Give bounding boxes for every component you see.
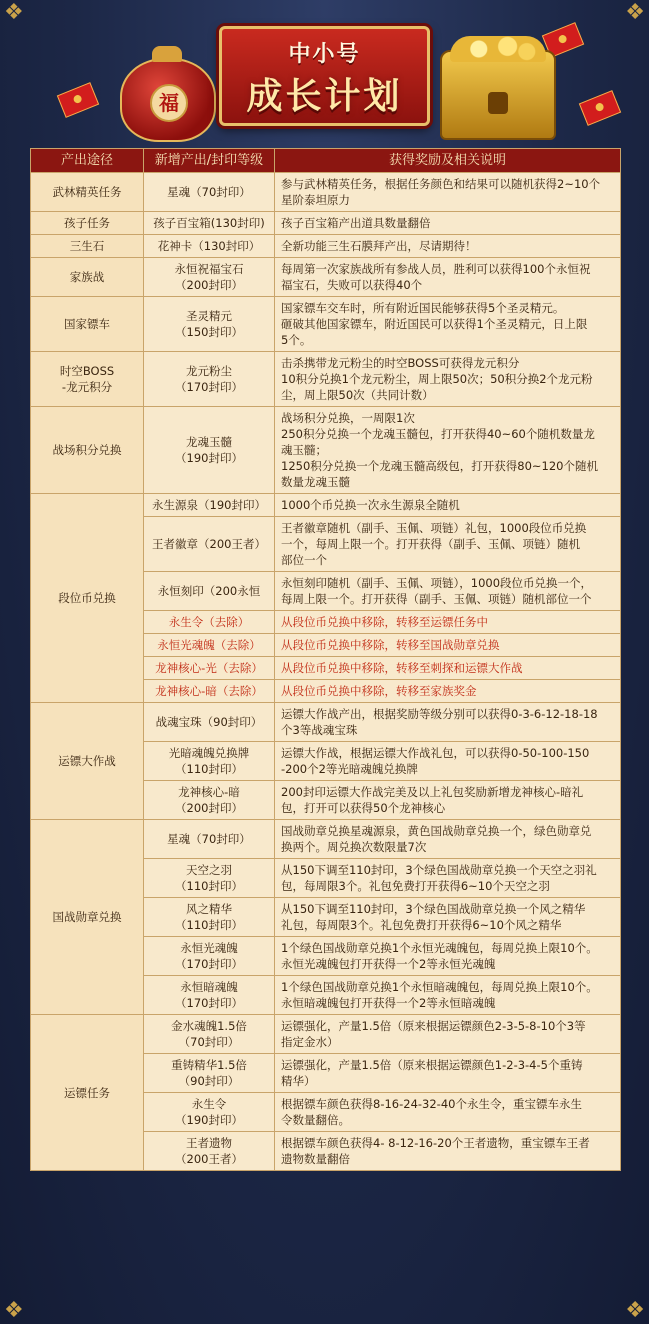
source-cell — [31, 1015, 144, 1171]
description-cell — [275, 680, 621, 703]
source-cell — [31, 173, 144, 212]
item-cell — [144, 820, 275, 859]
description-cell — [275, 703, 621, 742]
cell-text: 武林精英任务 — [52, 185, 122, 199]
cell-text: （110封印） — [175, 762, 243, 776]
table-row — [31, 352, 621, 407]
cell-text: （150封印） — [175, 325, 243, 339]
source-cell — [31, 235, 144, 258]
item-cell — [144, 937, 275, 976]
item-cell — [144, 572, 275, 611]
corner-ornament-icon: ❖ — [4, 0, 24, 25]
cell-text: 5个。 — [281, 333, 312, 347]
cell-text: 1250积分兑换一个龙魂玉髓高级包，打开获得80~120个随机 — [281, 459, 598, 473]
cell-text: 击杀携带龙元粉尘的时空BOSS可获得龙元积分 — [281, 356, 520, 370]
description-cell — [275, 258, 621, 297]
item-cell — [144, 1054, 275, 1093]
cell-text: 数量龙魂玉髓 — [281, 475, 350, 489]
item-cell — [144, 859, 275, 898]
table-row — [31, 297, 621, 352]
description-cell — [275, 212, 621, 235]
source-cell — [31, 407, 144, 494]
cell-text: （190封印） — [175, 1113, 243, 1127]
cell-text: （90封印） — [178, 1074, 240, 1088]
cell-text: 根据镖车颜色获得4- 8-12-16-20个王者遗物，重宝镖车王者 — [281, 1136, 590, 1150]
cell-text: 根据镖车颜色获得8-16-24-32-40个永生令，重宝镖车永生 — [281, 1097, 582, 1111]
cell-text: 指定金水） — [281, 1035, 339, 1049]
item-cell — [144, 657, 275, 680]
item-cell — [144, 1132, 275, 1171]
description-cell — [275, 611, 621, 634]
cell-text: 部位一个 — [281, 553, 327, 567]
table-row — [31, 494, 621, 517]
cell-text: 1000个币兑换一次永生源泉全随机 — [281, 498, 460, 512]
cell-text: 参与武林精英任务，根据任务颜色和结果可以随机获得2~10个 — [281, 177, 601, 191]
cell-text: 永恒刻印（200永恒 — [157, 584, 261, 598]
cell-text: 换两个。周兑换次数限量7次 — [281, 840, 427, 854]
item-cell — [144, 976, 275, 1015]
item-cell — [144, 352, 275, 407]
cell-text: （170封印） — [175, 957, 243, 971]
banner-title: 成长计划 — [246, 76, 403, 117]
description-cell — [275, 173, 621, 212]
cell-text: （110封印） — [175, 879, 243, 893]
cell-text: 永恒光魂魄（去除） — [157, 638, 261, 652]
cell-text: 国战勋章兑换 — [52, 910, 122, 924]
item-cell — [144, 297, 275, 352]
cell-text: 战场积分兑换 — [52, 443, 122, 457]
bag-knot — [152, 46, 182, 62]
cell-text: 尘，周上限50次（共同计数） — [281, 388, 434, 402]
cell-text: 10积分兑换1个龙元粉尘，周上限50次；50积分换2个龙元粉 — [281, 372, 593, 386]
title-banner — [219, 26, 430, 126]
cell-text: 龙神核心-光（去除） — [155, 661, 263, 675]
item-cell — [144, 680, 275, 703]
table-row — [31, 212, 621, 235]
item-cell — [144, 611, 275, 634]
cell-text: （200王者） — [175, 1152, 243, 1166]
cell-text: 王者徽章（200王者） — [152, 537, 266, 551]
red-envelope-icon — [57, 82, 99, 118]
cell-text: -200个2等光暗魂魄兑换牌 — [281, 762, 418, 776]
description-cell — [275, 742, 621, 781]
cell-text: 孩子任务 — [64, 216, 110, 230]
cell-text: 从150下调至110封印，3个绿色国战勋章兑换一个风之精华 — [281, 902, 586, 916]
cell-text: 包，打开可以获得50个龙神核心 — [281, 801, 446, 815]
description-cell — [275, 1054, 621, 1093]
cell-text: 龙神核心-暗 — [178, 785, 240, 799]
cell-text: 永恒暗魂魄包打开获得一个2等永恒暗魂魄 — [281, 996, 496, 1010]
treasure-chest-icon — [440, 50, 556, 140]
cell-text: 运镖大作战 — [58, 754, 116, 768]
cell-text: 魂玉髓； — [281, 443, 327, 457]
cell-text: 从150下调至110封印，3个绿色国战勋章兑换一个天空之羽礼 — [281, 863, 597, 877]
gold-ingots — [450, 36, 546, 62]
table-row — [31, 407, 621, 494]
cell-text: （110封印） — [175, 918, 243, 932]
description-cell — [275, 781, 621, 820]
cell-text: 国战勋章兑换星魂源泉，黄色国战勋章兑换一个，绿色勋章兑 — [281, 824, 592, 838]
cell-text: -龙元积分 — [61, 380, 113, 394]
cell-text: 每周上限一个。打开获得（副手、玉佩、项链）随机部位一个 — [281, 592, 592, 606]
corner-ornament-icon: ❖ — [4, 1298, 24, 1323]
cell-text: 花神卡（130封印） — [157, 239, 261, 253]
description-cell — [275, 352, 621, 407]
cell-text: （190封印） — [175, 451, 243, 465]
source-cell — [31, 820, 144, 1015]
lucky-bag-icon — [120, 58, 216, 142]
cell-text: 龙元粉尘 — [186, 364, 232, 378]
cell-text: 圣灵精元 — [186, 309, 232, 323]
description-cell — [275, 297, 621, 352]
table-row — [31, 1015, 621, 1054]
description-cell — [275, 976, 621, 1015]
cell-text: 从段位币兑换中移除，转移至运镖任务中 — [281, 615, 488, 629]
cell-text: 礼包，每周限3个。礼包免费打开获得6~10个风之精华 — [281, 918, 562, 932]
description-cell — [275, 517, 621, 572]
chest-lock — [488, 92, 508, 114]
description-cell — [275, 898, 621, 937]
cell-text: 永生令（去除） — [168, 615, 250, 629]
description-cell — [275, 937, 621, 976]
description-cell — [275, 1132, 621, 1171]
cell-text: 运镖任务 — [64, 1085, 110, 1100]
item-cell — [144, 407, 275, 494]
cell-text: 风之精华 — [186, 902, 232, 916]
cell-text: （70封印） — [178, 1035, 240, 1049]
description-cell — [275, 657, 621, 680]
item-cell — [144, 1093, 275, 1132]
cell-text: 段位币兑换 — [58, 591, 116, 605]
cell-text: 个3等战魂宝珠 — [281, 723, 358, 737]
cell-text: 运镖大作战，根据运镖大作战礼包，可以获得0-50-100-150 — [281, 746, 590, 760]
cell-text: 天空之羽 — [186, 863, 232, 877]
description-cell — [275, 494, 621, 517]
item-cell — [144, 781, 275, 820]
source-cell — [31, 703, 144, 820]
table-row — [31, 173, 621, 212]
cell-text: 国家镖车交车时，所有附近国民能够获得5个圣灵精元。 — [281, 301, 565, 315]
description-cell — [275, 1015, 621, 1054]
cell-text: 重铸精华1.5倍 — [171, 1058, 247, 1072]
header-source: 产出途径 — [31, 149, 144, 173]
cell-text: （170封印） — [175, 996, 243, 1010]
item-cell — [144, 173, 275, 212]
cell-text: 1个绿色国战勋章兑换1个永恒暗魂魄包，每周兑换上限10个。 — [281, 980, 598, 994]
cell-text: 时空BOSS — [59, 364, 115, 378]
fu-character: 福 — [150, 84, 188, 122]
cell-text: （200封印） — [175, 278, 243, 292]
cell-text: 永恒光魂魄包打开获得一个2等永恒光魂魄 — [281, 957, 496, 971]
cell-text: 孩子百宝箱产出道具数量翻倍 — [281, 216, 431, 230]
table-row — [31, 235, 621, 258]
cell-text: 包，每周限3个。礼包免费打开获得6~10个天空之羽 — [281, 879, 550, 893]
cell-text: 从段位币兑换中移除，转移至国战勋章兑换 — [281, 638, 500, 652]
cell-text: 永恒光魂魄 — [180, 941, 238, 955]
cell-text: 三生石 — [69, 239, 105, 253]
cell-text: 国家镖车 — [64, 317, 110, 331]
cell-text: 永生源泉（190封印） — [152, 498, 266, 512]
corner-ornament-icon: ❖ — [625, 0, 645, 25]
item-cell — [144, 494, 275, 517]
cell-text: 全新功能三生石膜拜产出，尽请期待！ — [281, 239, 477, 253]
cell-text: 从段位币兑换中移除，转移至家族奖金 — [281, 684, 477, 698]
description-cell — [275, 634, 621, 657]
cell-text: 永恒暗魂魄 — [180, 980, 238, 994]
cell-text: 龙魂玉髓 — [186, 435, 232, 449]
cell-text: 遗物数量翻倍 — [281, 1152, 350, 1166]
description-cell — [275, 1093, 621, 1132]
item-cell — [144, 235, 275, 258]
item-cell — [144, 1015, 275, 1054]
source-cell — [31, 258, 144, 297]
item-cell — [144, 703, 275, 742]
cell-text: 星魂（70封印） — [167, 185, 251, 199]
corner-ornament-icon: ❖ — [625, 1298, 645, 1323]
table-row — [31, 820, 621, 859]
cell-text: 精华） — [281, 1074, 316, 1088]
description-cell — [275, 820, 621, 859]
cell-text: 王者遗物 — [186, 1136, 232, 1150]
cell-text: 200封印运镖大作战完美及以上礼包奖励新增龙神核心-暗礼 — [281, 785, 584, 799]
cell-text: 战魂宝珠（90封印） — [155, 715, 263, 729]
rewards-table — [30, 148, 621, 1171]
item-cell — [144, 634, 275, 657]
red-envelope-icon — [579, 90, 621, 126]
cell-text: 福宝石，失败可以获得40个 — [281, 278, 423, 292]
cell-text: 砸破其他国家镖车，附近国民可以获得1个圣灵精元，日上限 — [281, 317, 588, 331]
source-cell — [31, 352, 144, 407]
cell-text: 运镖强化，产量1.5倍（原来根据运镖颜色2-3-5-8-10个3等 — [281, 1019, 586, 1033]
cell-text: 从段位币兑换中移除，转移至刺探和运镖大作战 — [281, 661, 523, 675]
header-item: 新增产出/封印等级 — [144, 149, 275, 173]
cell-text: 星阶泰坦原力 — [281, 193, 350, 207]
cell-text: 王者徽章随机（副手、玉佩、项链）礼包，1000段位币兑换 — [281, 521, 587, 535]
item-cell — [144, 517, 275, 572]
cell-text: 每周第一次家族战所有参战人员，胜利可以获得100个永恒祝 — [281, 262, 591, 276]
description-cell — [275, 859, 621, 898]
cell-text: 龙神核心-暗（去除） — [155, 684, 263, 698]
cell-text: 250积分兑换一个龙魂玉髓包，打开获得40~60个随机数量龙 — [281, 427, 595, 441]
banner-subtitle: 中小号 — [288, 42, 361, 67]
cell-text: 光暗魂魄兑换牌 — [168, 746, 250, 760]
item-cell — [144, 212, 275, 235]
cell-text: 孩子百宝箱(130封印) — [153, 216, 265, 230]
cell-text: 永恒刻印随机（副手、玉佩、项链），1000段位币兑换一个， — [281, 576, 593, 590]
cell-text: （200封印） — [175, 801, 243, 815]
cell-text: 永恒祝福宝石 — [174, 262, 244, 276]
cell-text: 金水魂魄1.5倍 — [171, 1019, 247, 1033]
table-body — [31, 173, 621, 1171]
item-cell — [144, 742, 275, 781]
table-row — [31, 703, 621, 742]
source-cell — [31, 297, 144, 352]
cell-text: 永生令 — [191, 1097, 227, 1111]
cell-text: （170封印） — [175, 380, 243, 394]
item-cell — [144, 898, 275, 937]
table-header-row — [31, 149, 621, 173]
source-cell — [31, 494, 144, 703]
cell-text: 星魂（70封印） — [167, 832, 251, 846]
source-cell — [31, 212, 144, 235]
cell-text: 1个绿色国战勋章兑换1个永恒光魂魄包，每周兑换上限10个。 — [281, 941, 598, 955]
description-cell — [275, 235, 621, 258]
cell-text: 运镖强化，产量1.5倍（原来根据运镖颜色1-2-3-4-5个重铸 — [281, 1058, 583, 1072]
item-cell — [144, 258, 275, 297]
header-description: 获得奖励及相关说明 — [275, 149, 621, 173]
cell-text: 运镖大作战产出，根据奖励等级分别可以获得0-3-6-12-18-18 — [281, 707, 598, 721]
cell-text: 令数量翻倍。 — [281, 1113, 350, 1127]
cell-text: 家族战 — [69, 270, 105, 284]
cell-text: 战场积分兑换，一周限1次 — [281, 411, 415, 425]
cell-text: 一个，每周上限一个。打开获得（副手、玉佩、项链）随机 — [281, 537, 580, 551]
description-cell — [275, 572, 621, 611]
description-cell — [275, 407, 621, 494]
table-row — [31, 258, 621, 297]
